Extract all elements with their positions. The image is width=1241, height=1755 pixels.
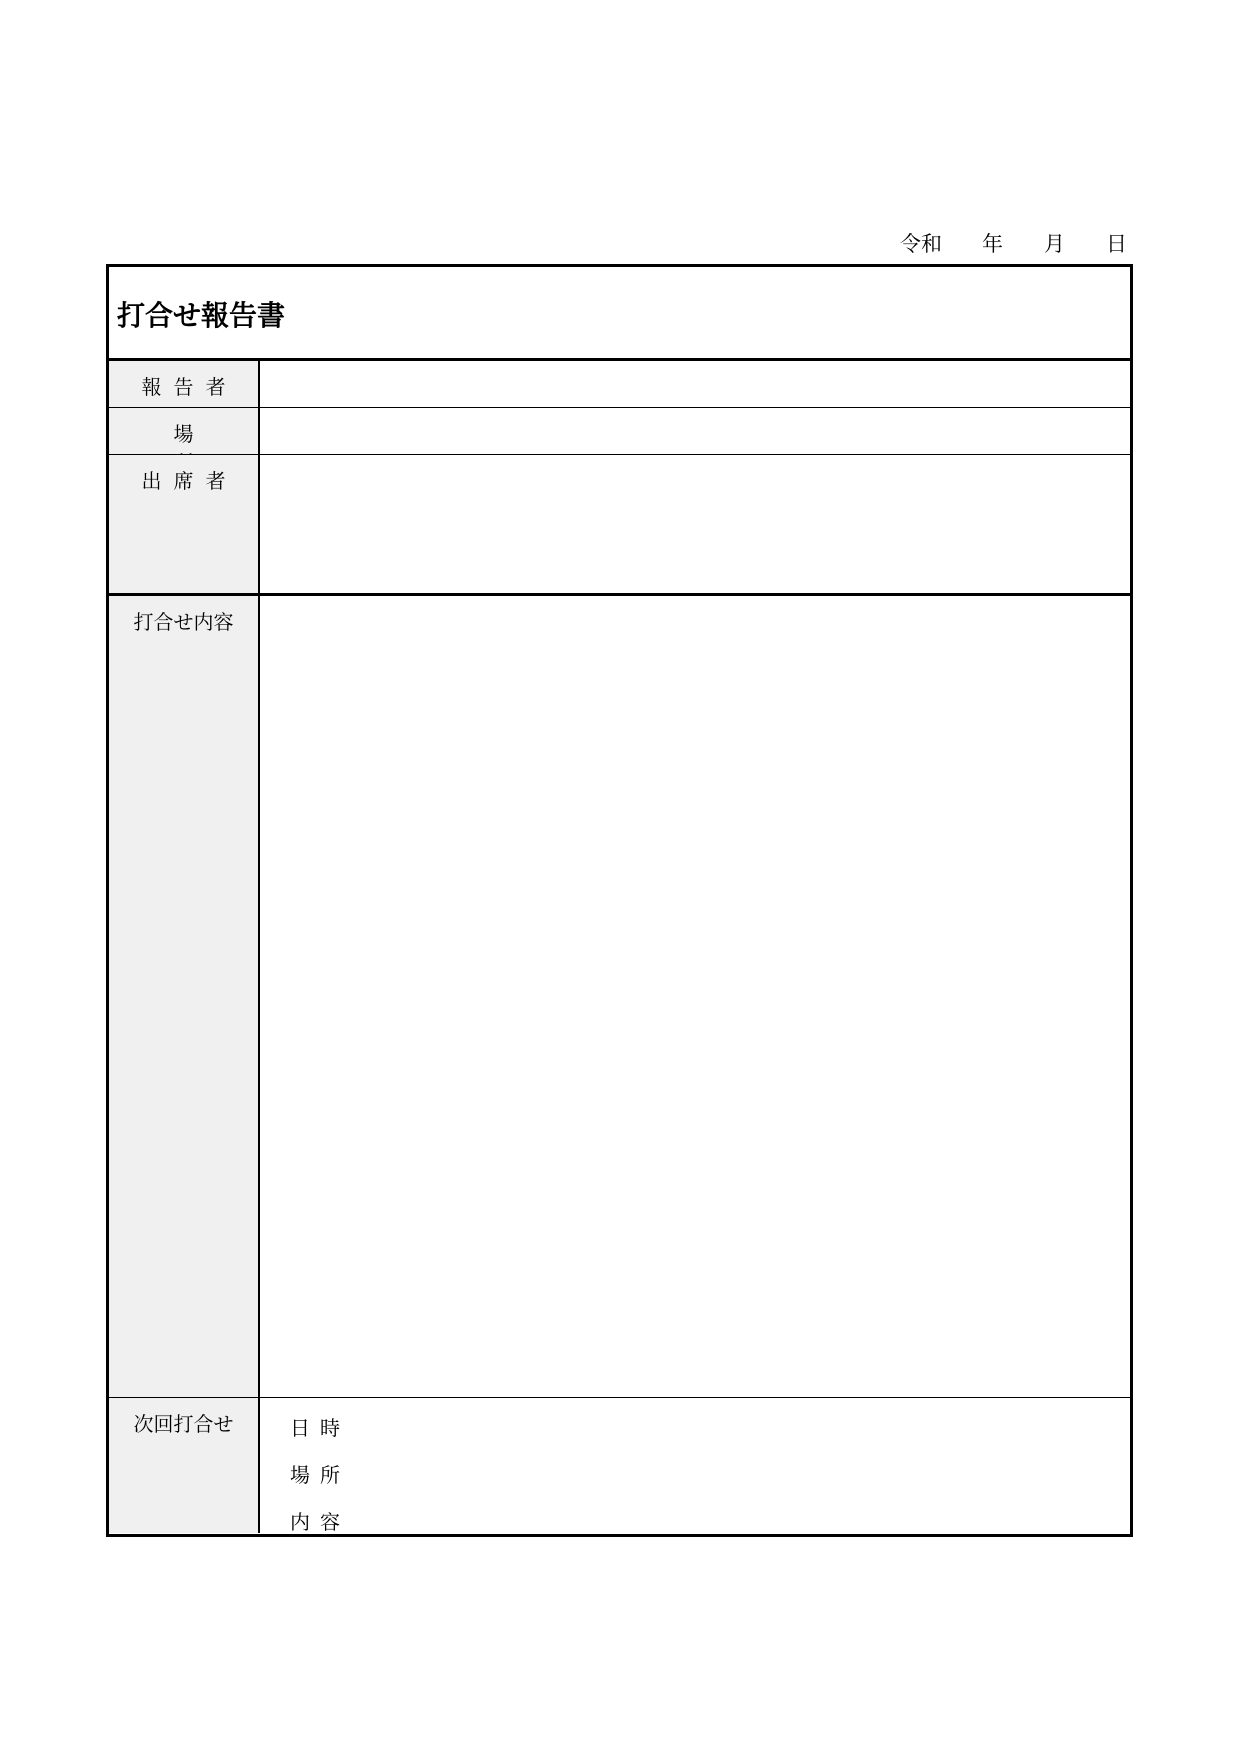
reporter-label-cell bbox=[109, 361, 260, 407]
attendees-row bbox=[109, 455, 1130, 596]
reporter-field[interactable] bbox=[260, 361, 1130, 407]
place-row bbox=[109, 408, 1130, 455]
next-place-label: 場所 bbox=[290, 1463, 350, 1487]
next-meeting-label-cell bbox=[109, 1398, 260, 1533]
content-label-cell bbox=[109, 596, 260, 1397]
content-field[interactable] bbox=[260, 596, 1130, 1397]
date-year-label: 年 bbox=[982, 232, 1003, 256]
attendees-field[interactable] bbox=[260, 455, 1130, 593]
next-datetime-label: 日時 bbox=[290, 1416, 350, 1440]
next-meeting-field[interactable] bbox=[260, 1398, 1130, 1533]
place-label-cell bbox=[109, 408, 260, 454]
reporter-row bbox=[109, 361, 1130, 408]
attendees-label-cell bbox=[109, 455, 260, 593]
next-meeting-row bbox=[109, 1398, 1130, 1533]
place-field[interactable] bbox=[260, 408, 1130, 454]
title-row bbox=[109, 267, 1130, 361]
date-day-label: 日 bbox=[1106, 232, 1127, 256]
next-content-label: 内容 bbox=[290, 1510, 350, 1534]
content-label: 打合せ内容 bbox=[133, 610, 234, 634]
date-month-label: 月 bbox=[1044, 232, 1065, 256]
content-row bbox=[109, 596, 1130, 1398]
attendees-label: 出席者 bbox=[141, 469, 238, 493]
date-line bbox=[900, 228, 1140, 256]
report-form bbox=[106, 264, 1133, 1537]
date-era: 令和 bbox=[900, 232, 942, 256]
reporter-label: 報告者 bbox=[141, 375, 238, 399]
next-meeting-label: 次回打合せ bbox=[133, 1412, 234, 1436]
place-label: 場 bbox=[173, 422, 232, 446]
form-title: 打合せ報告書 bbox=[117, 299, 286, 332]
